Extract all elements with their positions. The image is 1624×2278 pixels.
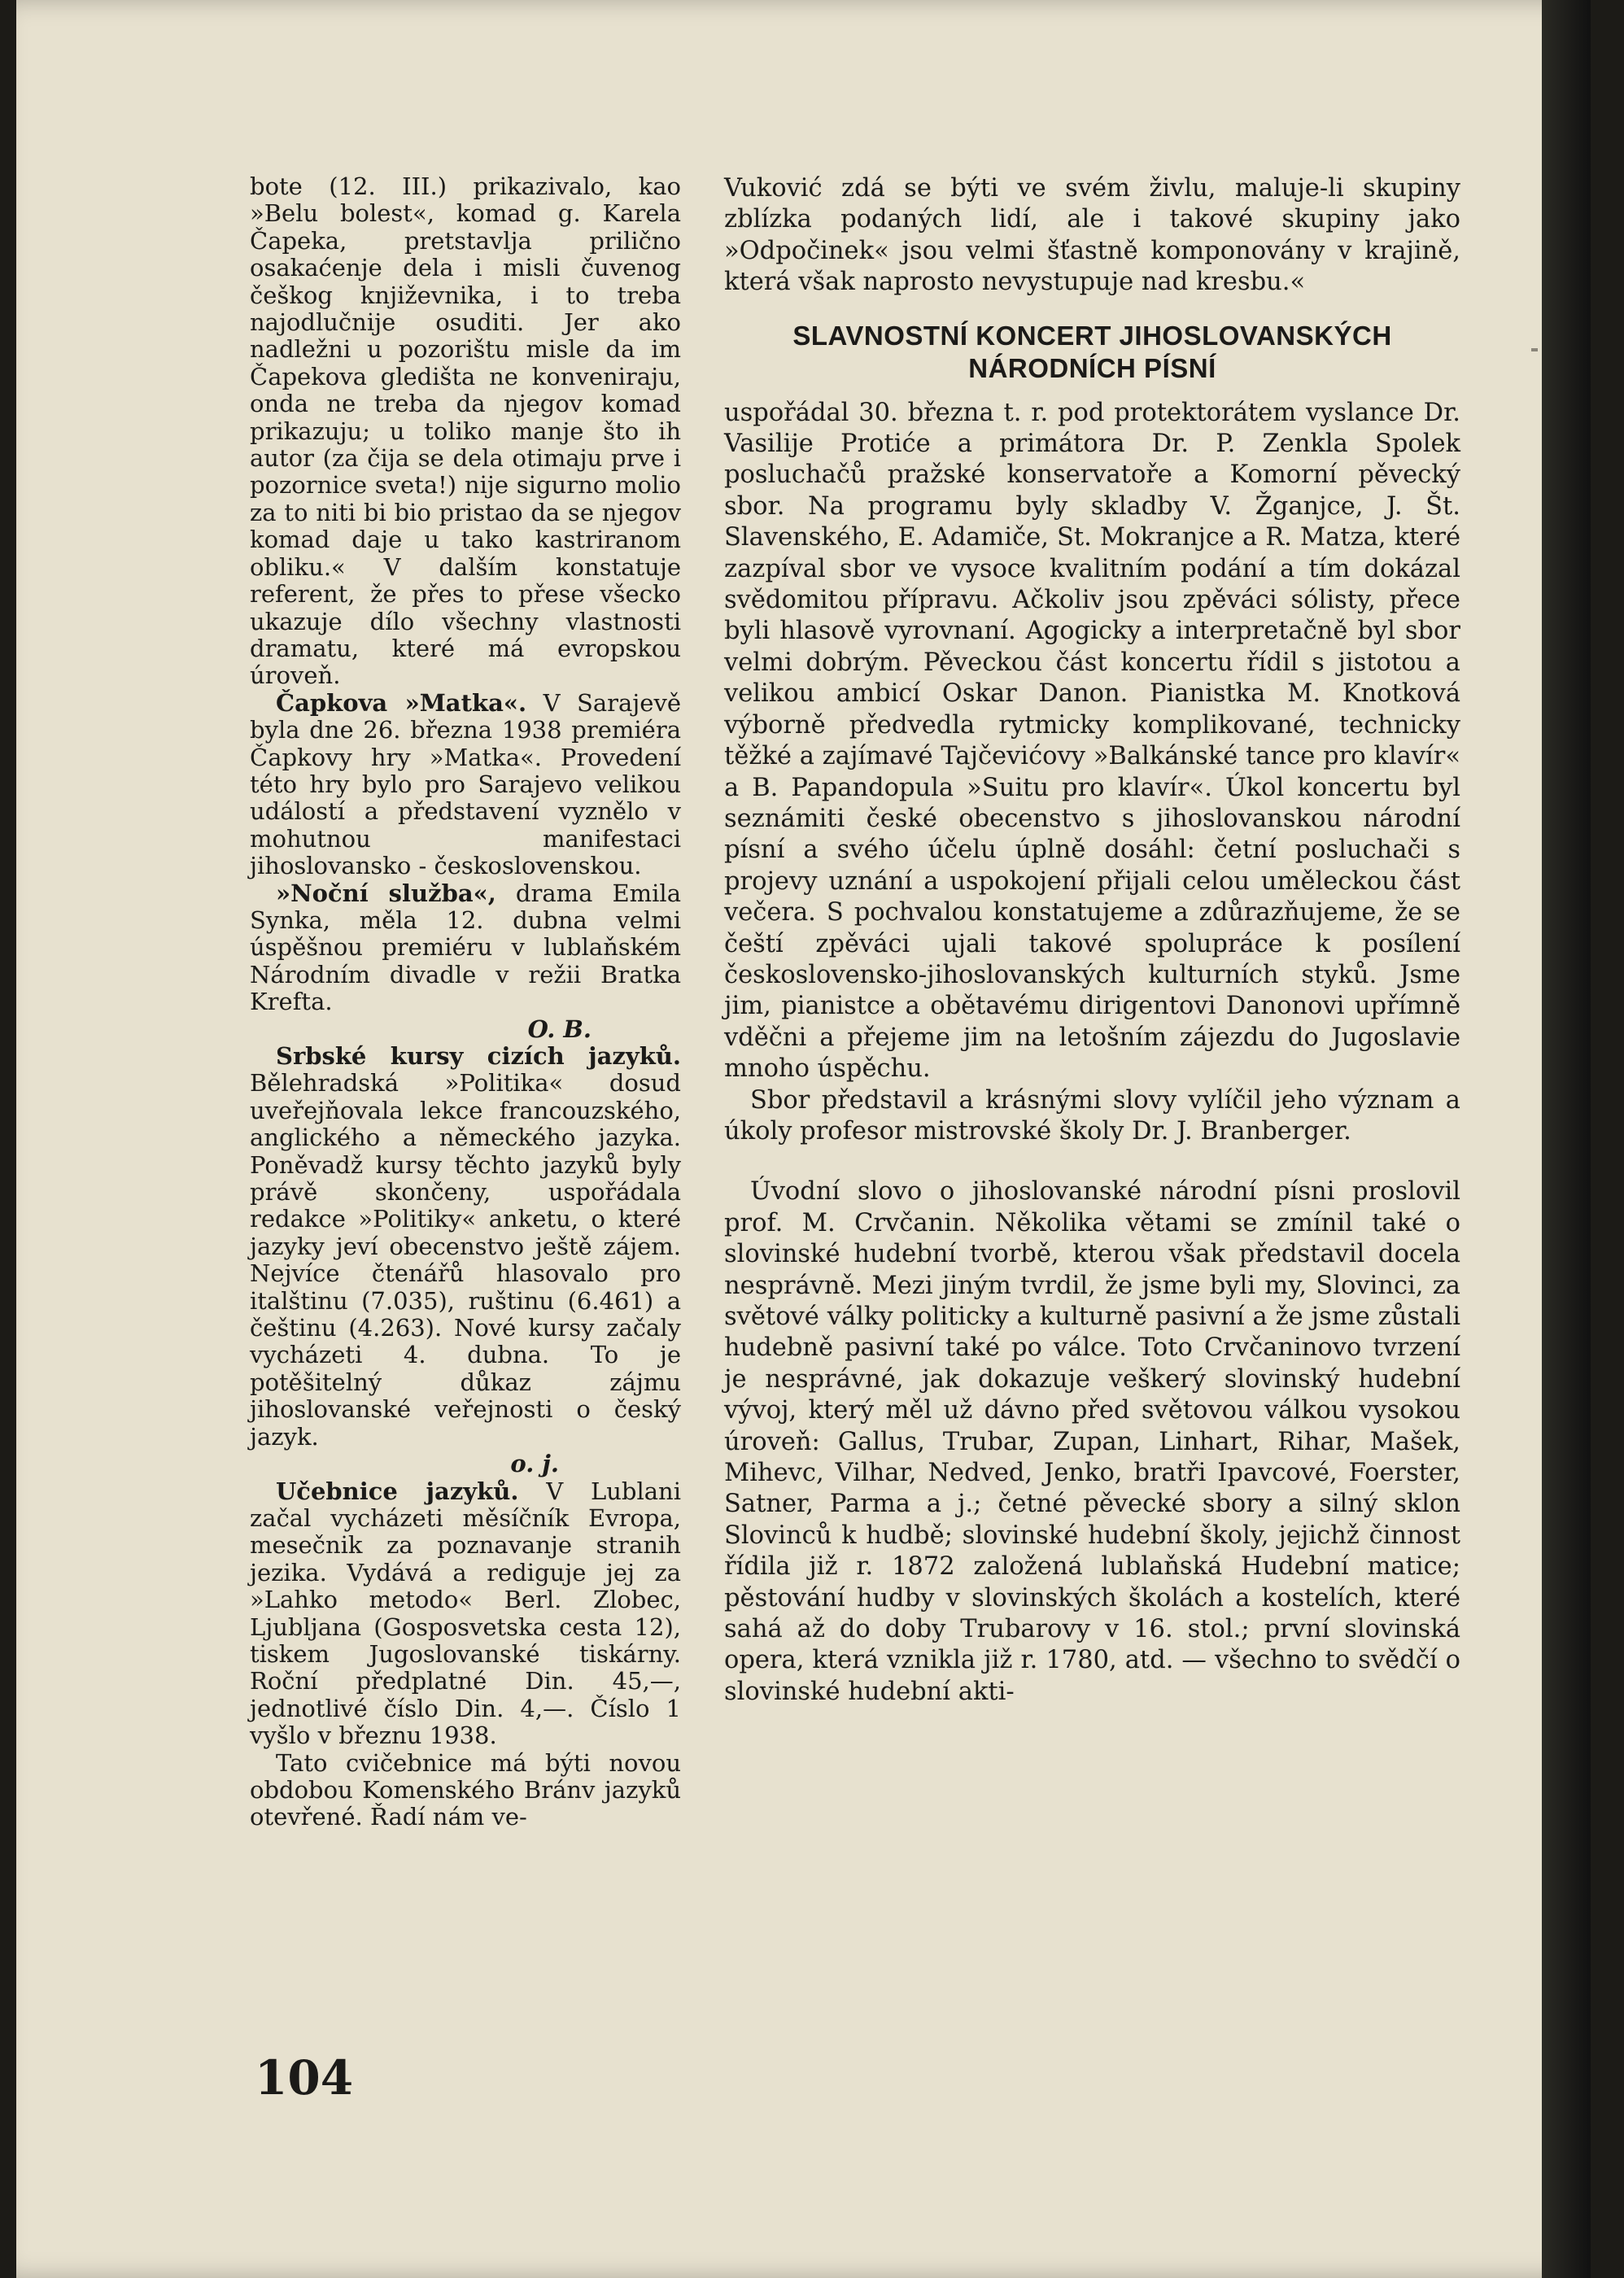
article-srbske-kursy [250,1043,681,1451]
article-nocni-sluzba [250,880,681,1016]
article-body: V Sarajevě byla dne 26. března 1938 premiéra Čapkovy hry »Matka«. Provedení této hry bylo pro Sarajevo velikou událostí a představení vyznělo v mohutnou manifestaci jihoslovansko - československou. [250,688,682,880]
right-column [724,173,1460,1708]
article-body: Bělehradská »Politika« dosud uveřejňovala lekce francouzského, anglického a německého jazyka. Poněvadž kursy těchto jazyků byly právě skončeny, uspořádala redakce »Politiky« anketu, o které jazyky jeví obecenstvo ještě zájem. Nejvíce čtenářů hlasovalo pro italštinu (7.035), ruštinu (6.461) a češtinu (4.263). Nové kursy začaly vycházeti 4. dubna. To je potěšitelný důkaz zájmu jihoslovanské veřejnosti o český jazyk. [250,1069,681,1451]
article-title: Čapkova »Matka«. [276,688,527,717]
page-number: 104 [255,2050,354,2106]
article-body: drama Emila Synka, měla 12. dubna velmi úspěšnou premiéru v lublaňském Národním divadle v režii Bratka Krefta. [250,879,681,1016]
concert-report: uspořádal 30. března t. r. pod protektorátem vyslance Dr. Vasilije Protiće a primátora Dr. P. Zenkla Spolek posluchačů pražské konservatoře a Komorní pěvecký sbor. Na programu byly skladby V. Žganjce, J. Št. Slavenského, E. Adamiče, St. Mokranjce a R. Matza, které zazpíval sbor ve vysoce kvalitním podání a tím dokázal svědomitou přípravu. Ačkoliv jsou zpěváci sólisty, přece byli hlasově vyrovnaní. Agogicky a interpretačně byl sbor velmi dobrým. Pěveckou část koncertu řídil s jistotou a velikou ambicí Oskar Danon. Pianistka M. Knotková výborně předvedla rytmicky komplikované, technicky těžké a zajímavé Tajčevićovy »Balkánské tance pro klavír« a B. Papandopula »Suitu pro klavír«. Úkol koncertu byl seznámiti české obecenstvo s jihoslovanskou národní písní a svého účelu úplně dosáhl: četní posluchači s projevy uznání a uspokojení přijali celou uměleckou část večera. S pochvalou konstatujeme a zdůrazňujeme, že se čeští zpěváci ujali takové spolupráce k posílení československo-jihoslovanských kulturních styků. Jsme jim, pianistce a obětavému dirigentovi Danonovi upřímně vděčni a přejeme jim na letošním zájezdu do Jugoslavie mnoho úspěchu. [724,398,1460,1084]
scanned-page [16,0,1591,2278]
right-paragraph-1: Vuković zdá se býti ve svém živlu, maluje-li skupiny zblízka podaných lidí, ale i takové skupiny jako »Odpočinek« jsou velmi šťastně komponovány v krajině, která však naprosto nevystupuje nad kresbu.« [724,174,1460,297]
choir-introduction: Sbor představil a krásnými slovy vylíčil jeho význam a úkoly profesor mistrovské školy Dr. J. Branberger. [724,1085,1460,1146]
article-title: Srbské kursy cizích jazyků. [276,1042,681,1070]
paragraph-gap [724,1147,1460,1176]
page-shadow-edge [1542,0,1591,2278]
article-ucebnice-jazyku [250,1478,681,1750]
section-heading: SLAVNOSTNÍ KONCERT JIHOSLOVANSKÝCH NÁRODNÍCH PÍSNÍ [792,320,1392,383]
article-body: V Lublani začal vycházeti měsíčník Evropa, mesečnik za poznavanje stranih jezika. Vydává a rediguje jej za »Lahko metodo« Berl. Zlobec, Ljubljana (Gosposvetska cesta 12), tiskem Jugoslovanské tiskárny. Roční předplatné Din. 45,—, jednotlivé číslo Din. 4,—. Číslo 1 vyšlo v březnu 1938. [250,1477,681,1750]
left-paragraph-1: bote (12. III.) prikazivalo, kao »Belu bolest«, komad g. Karela Čapeka, pretstavlja prilično osakaćenje dela i misli čuvenog češkog književnika, i to treba najodlučnije osuditi. Jer ako nadležni u pozorištu misle da im Čapekova gledišta ne konveniraju, onda ne treba da njegov komad prikazuju; u toliko manje što ih autor (za čija se dela otimaju prve i pozornice sveta!) nije sigurno molio za to niti bi bio pristao da se njegov komad daje u tako kastriranom obliku.« V dalším konstatuje referent, že přes to přese všecko ukazuje dílo všechny vlastnosti dramatu, které má evropskou úroveň. [250,172,681,690]
article-title: »Noční služba«, [276,879,496,907]
author-signature: o. j. [510,1450,559,1478]
margin-mark [1531,348,1538,351]
slovene-music-paragraph: Úvodní slovo o jihoslovanské národní písni proslovil prof. M. Crvčanin. Několika větami se zmínil také o slovinské hudební tvorbě, kterou však představil docela nesprávně. Mezi jiným tvrdil, že jsme byli my, Slovinci, za světové války politicky a kulturně pasivní a že jsme zůstali hudebně pasivní také po válce. Toto Crvčaninovo tvrzení je nesprávné, jak dokazuje veškerý slovinský hudební vývoj, který měl už dávno před světovou válkou vysokou úroveň: Gallus, Trubar, Zupan, Linhart, Rihar, Mašek, Mihevc, Vilhar, Nedved, Jenko, bratři Ipavcové, Foerster, Satner, Parma a j.; četné pěvecké sbory a silný sklon Slovinců k hudbě; slovinské hudební školy, jejichž činnost řídila již r. 1872 založená lublaňská Hudební matice; pěstování hudby v slovinských školách a kostelích, které sahá až do doby Trubarovy v 16. stol.; první slovinská opera, která vznikla již r. 1780, atd. — všechno to svědčí o slovinské hudební akti- [724,1177,1460,1706]
left-paragraph-last: Tato cvičebnice má býti novou obdobou Komenského Bránv jazyků otevřené. Řadí nám ve- [250,1748,681,1831]
author-signature: O. B. [527,1015,592,1043]
article-capkova-matka [250,690,681,880]
left-column [250,173,681,1831]
article-title: Učebnice jazyků. [276,1477,519,1505]
